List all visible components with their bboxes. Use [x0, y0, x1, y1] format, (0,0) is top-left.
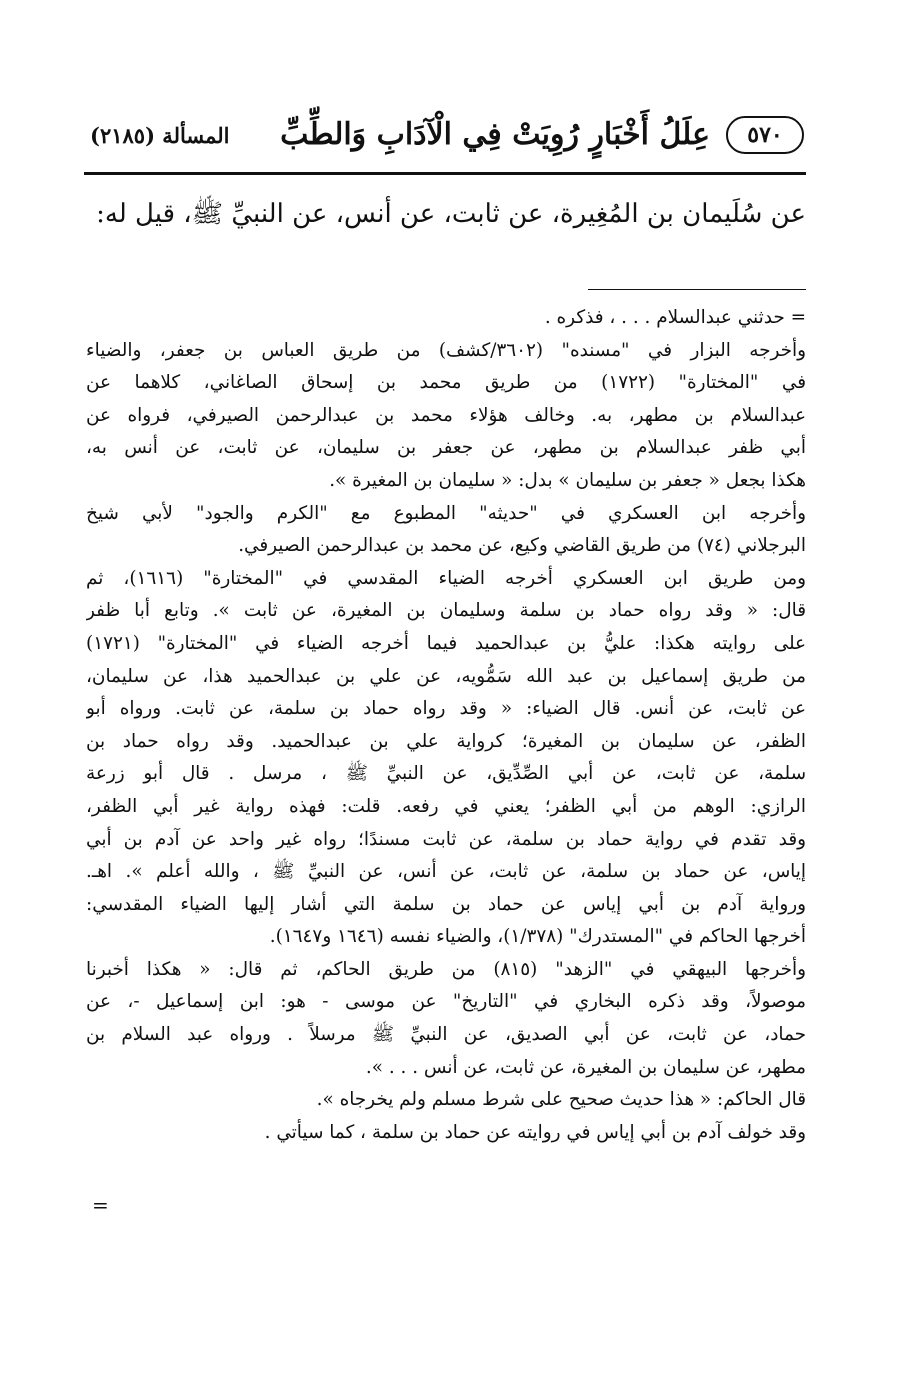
footnote-line: قال: « وقد رواه حماد بن سلمة وسليمان بن المغيرة، عن ثابت ». وتابع أبا ظفر — [86, 600, 806, 622]
footnote-line: وأخرجه ابن العسكري في "حديثه" المطبوع مع "الكرم والجود" لأبي شيخ — [86, 502, 806, 524]
footnotes — [86, 302, 806, 1149]
running-header — [86, 112, 806, 160]
footnote-line: على روايته هكذا: عليُّ بن عبدالحميد فيما أخرجه الضياء في "المختارة" (١٧٢١) — [86, 632, 806, 654]
header-divider — [84, 172, 806, 175]
footnote-line: هكذا بجعل « جعفر بن سليمان » بدل: « سليمان بن المغيرة ». — [329, 469, 806, 491]
book-title: عِلَلُ أَخْبَارٍ رُوِيَتْ فِي الْآدَابِ وَالطِّبِّ — [280, 117, 710, 152]
page-number: ٥٧٠ — [747, 122, 783, 148]
footnote-line: سلمة، عن ثابت، عن أبي الصِّدِّيق، عن النبيِّ ﷺ ، مرسل . قال أبو زرعة — [86, 763, 806, 785]
footnote-line: وأخرجها البيهقي في "الزهد" (٨١٥) من طريق الحاكم، ثم قال: « هكذا أخبرنا — [86, 958, 806, 980]
footnote-line: في "المختارة" (١٧٢٢) من طريق محمد بن إسحاق الصاغاني، كلاهما عن — [86, 372, 806, 394]
footnote-line: إياس، عن حماد بن سلمة، عن ثابت، عن أنس، عن النبيِّ ﷺ ، والله أعلم ». اهـ. — [86, 861, 806, 883]
footnote-line: = حدثني عبدالسلام . . . ، فذكره . — [544, 307, 806, 328]
footnote-line: عبدالسلام بن مطهر، به. وخالف هؤلاء محمد بن عبدالرحمن الصيرفي، فرواه عن — [86, 404, 806, 426]
footnote-line: أبي ظفر عبدالسلام بن مطهر، عن جعفر بن سليمان، عن ثابت، عن أنس به، — [86, 437, 806, 459]
footnote-line: وأخرجه البزار في "مسنده" (٣٦٠٢/كشف) من طريق العباس بن جعفر، والضياء — [86, 339, 806, 361]
footnote-line: حماد، عن ثابت، عن أبي الصديق، عن النبيِّ ﷺ مرسلاً . ورواه عبد السلام بن — [86, 1024, 806, 1046]
footnote-line: عن ثابت، عن أنس. قال الضياء: « وقد رواه حماد بن سلمة، عن ثابت. ورواه أبو — [86, 698, 806, 720]
main-text: عن سُلَيمان بن المُغِيرة، عن ثابت، عن أنس، عن النبيِّ ﷺ، قيل له: — [96, 199, 806, 229]
footnote-line: ومن طريق ابن العسكري أخرجه الضياء المقدسي في "المختارة" (١٦١٦)، ثم — [86, 567, 806, 589]
footnote-line: قال الحاكم: « هذا حديث صحيح على شرط مسلم ولم يخرجاه ». — [316, 1089, 806, 1111]
footnote-line: وقد خولف آدم بن أبي إياس في روايته عن حماد بن سلمة ، كما سيأتي . — [264, 1121, 806, 1143]
footnote-line: من طريق إسماعيل بن عبد الله سَمُّويه، عن علي بن عبدالحميد هذا، عن سليمان، — [86, 665, 806, 687]
footnote-line: أخرجها الحاكم في "المستدرك" (١/٣٧٨)، والضياء نفسه (١٦٤٦ و١٦٤٧). — [269, 926, 806, 948]
footnote-line: موصولاً، وقد ذكره البخاري في "التاريخ" عن موسى - هو: ابن إسماعيل -، عن — [86, 991, 806, 1013]
footnote-line: البرجلاني (٧٤) من طريق القاضي وكيع، عن محمد بن عبدالرحمن الصيرفي. — [238, 535, 806, 557]
footnote-line: الرازي: الوهم من أبي الظفر؛ يعني في رفعه. قلت: فهذه رواية غير أبي الظفر، — [86, 795, 806, 817]
page-number-badge — [726, 116, 804, 154]
footnote-line: الظفر، عن سليمان بن المغيرة؛ كرواية علي بن عبدالحميد. وقد رواه حماد بن — [86, 730, 806, 752]
footnote-divider — [588, 289, 806, 290]
issue-label: المسألة (٢١٨٥) — [90, 123, 230, 148]
footnote-line: مطهر، عن سليمان بن المغيرة، عن ثابت، عن أنس . . . ». — [365, 1056, 806, 1078]
footnote-line: وقد تقدم في رواية حماد بن سلمة، عن ثابت مسندًا؛ رواه غير واحد عن آدم بن أبي — [86, 828, 806, 850]
continuation-mark: = — [92, 1193, 109, 1217]
footnote-line: ورواية آدم بن أبي إياس عن حماد بن سلمة التي أشار إليها الضياء المقدسي: — [86, 893, 806, 915]
